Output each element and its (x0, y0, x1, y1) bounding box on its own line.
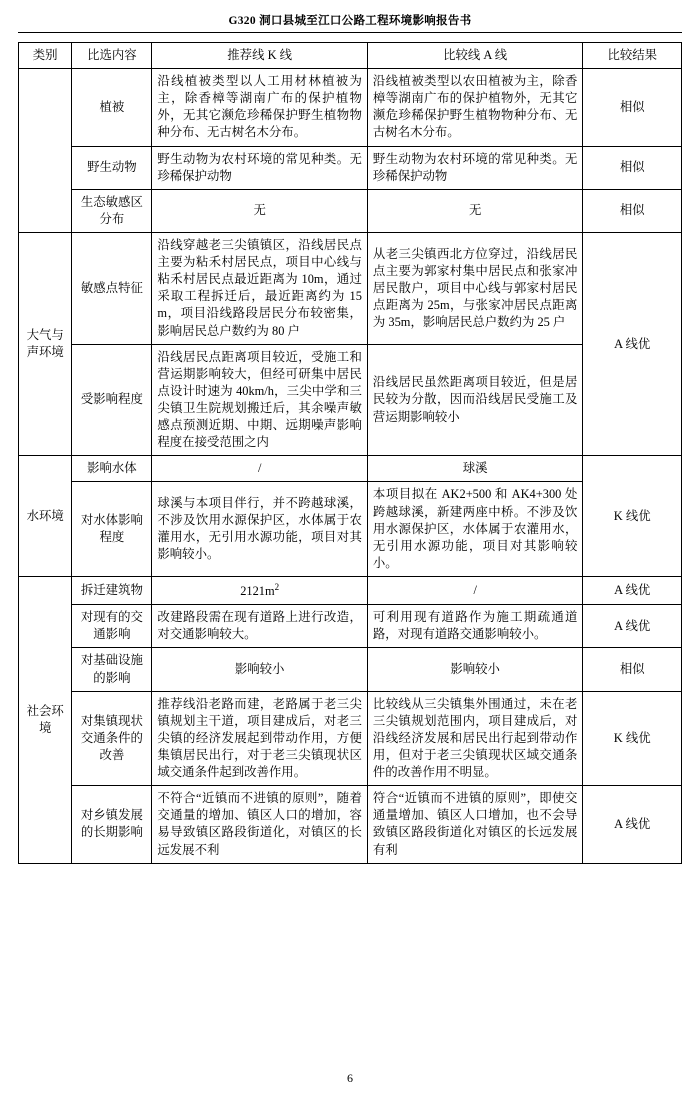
result-cell: K 线优 (583, 456, 682, 577)
table-row (19, 648, 682, 691)
item-cell: 野生动物 (72, 146, 152, 189)
a-line-cell: 沿线居民虽然距离项目较近，但是居民较为分散，因而沿线居民受施工及营运期影响较小 (367, 344, 583, 456)
item-cell: 对集镇现状交通条件的改善 (72, 691, 152, 786)
table-row (19, 482, 682, 577)
item-cell: 拆迁建筑物 (72, 576, 152, 604)
k-line-cell: 改建路段需在现有道路上进行改造，对交通影响较大。 (152, 605, 368, 648)
k-line-cell: 沿线植被类型以人工用材林植被为主，除香樟等湖南广布的保护植物外，无其它濒危珍稀保护野生植物物种分布、无古树名木分布。 (152, 69, 368, 146)
page-number: 6 (347, 1071, 353, 1085)
category-cell: 水环境 (19, 456, 72, 577)
table-row (19, 576, 682, 604)
k-line-cell: 无 (152, 189, 368, 232)
k-line-cell: / (152, 456, 368, 482)
table-row (19, 605, 682, 648)
result-cell: 相似 (583, 648, 682, 691)
result-cell: 相似 (583, 189, 682, 232)
item-cell: 对基础设施的影响 (72, 648, 152, 691)
result-cell: A 线优 (583, 605, 682, 648)
table-row (19, 344, 682, 456)
a-line-cell: 本项目拟在 AK2+500 和 AK4+300 处跨越球溪，新建两座中桥。不涉及饮用水源保护区，水体属于农灌用水，无引用水源功能，项目对其影响较小。 (367, 482, 583, 577)
a-line-cell: 野生动物为农村环境的常见种类。无珍稀保护动物 (367, 146, 583, 189)
result-cell: A 线优 (583, 576, 682, 604)
a-line-cell: 比较线从三尖镇集外围通过，未在老三尖镇规划范围内，项目建成后，对沿线经济发展和居民出行起到带动作用，但对于老三尖镇现状区域交通条件的改善作用不明显。 (367, 691, 583, 786)
k-line-cell: 野生动物为农村环境的常见种类。无珍稀保护动物 (152, 146, 368, 189)
k-line-cell: 球溪与本项目伴行，并不跨越球溪，不涉及饮用水源保护区，水体属于农灌用水，无引用水源功能，项目对其影响较小。 (152, 482, 368, 577)
k-line-cell: 影响较小 (152, 648, 368, 691)
table-header-row (19, 43, 682, 69)
item-cell: 对现有的交通影响 (72, 605, 152, 648)
column-header-result: 比较结果 (583, 43, 682, 69)
column-header-item: 比选内容 (72, 43, 152, 69)
category-cell (19, 69, 72, 233)
column-header-a-line: 比较线 A 线 (367, 43, 583, 69)
table-body (19, 69, 682, 864)
a-line-cell: / (367, 576, 583, 604)
a-line-cell: 从老三尖镇西北方位穿过，沿线居民点主要为郭家村集中居民点和张家冲居民散户，项目中心线与郭家村居民点距离为 25m，与张家冲居民点距离为 35m，影响居民总户数约为 25 户 (367, 232, 583, 344)
page-header: G320 洞口县城至江口公路工程环境影响报告书 (18, 12, 682, 33)
comparison-table (18, 42, 682, 864)
a-line-cell: 影响较小 (367, 648, 583, 691)
item-cell: 影响水体 (72, 456, 152, 482)
k-line-cell: 沿线居民点距离项目较近，受施工和营运期影响较大，但经可研集中居民点设计时速为 40km/h，三尖中学和三尖镇卫生院规划搬迁后，其余噪声敏感点预测近期、中期、远期噪声影响程度在接受范围之内 (152, 344, 368, 456)
table-row (19, 189, 682, 232)
a-line-cell: 球溪 (367, 456, 583, 482)
k-line-cell: $2121m^2$ (152, 576, 368, 604)
item-cell: 受影响程度 (72, 344, 152, 456)
item-cell: 对乡镇发展的长期影响 (72, 786, 152, 863)
column-header-k-line: 推荐线 K 线 (152, 43, 368, 69)
table-row (19, 69, 682, 146)
item-cell: 植被 (72, 69, 152, 146)
table-row (19, 146, 682, 189)
item-cell: 对水体影响程度 (72, 482, 152, 577)
result-cell: 相似 (583, 146, 682, 189)
a-line-cell: 可利用现有道路作为施工期疏通道路，对现有道路交通影响较小。 (367, 605, 583, 648)
k-line-cell: 推荐线沿老路而建，老路属于老三尖镇规划主干道，项目建成后，对老三尖镇的经济发展起到带动作用，方便集镇居民出行，对于老三尖镇现状区域交通条件起到改善作用。 (152, 691, 368, 786)
table-row (19, 232, 682, 344)
k-line-cell: 沿线穿越老三尖镇镇区，沿线居民点主要为粘禾村居民点，项目中心线与粘禾村居民点最近距离为 10m，通过采取工程拆迁后，最近距离约为 15m，项目沿线路段居民分布较密集，影响居民总户数约为 80 户 (152, 232, 368, 344)
result-cell: 相似 (583, 69, 682, 146)
result-cell: K 线优 (583, 691, 682, 786)
item-cell: 生态敏感区分布 (72, 189, 152, 232)
a-line-cell: 无 (367, 189, 583, 232)
result-cell: A 线优 (583, 232, 682, 455)
column-header-category: 类别 (19, 43, 72, 69)
a-line-cell: 沿线植被类型以农田植被为主，除香樟等湖南广布的保护植物外，无其它濒危珍稀保护野生植物物种分布、无古树名木分布。 (367, 69, 583, 146)
result-cell: A 线优 (583, 786, 682, 863)
a-line-cell: 符合“近镇而不进镇的原则”，即使交通量增加、镇区人口增加，也不会导致镇区路段街道化对镇区的长远发展有利 (367, 786, 583, 863)
table-row (19, 786, 682, 863)
k-line-cell: 不符合“近镇而不进镇的原则”，随着交通量的增加、镇区人口的增加，容易导致镇区路段街道化，对镇区的长远发展不利 (152, 786, 368, 863)
table-row (19, 691, 682, 786)
item-cell: 敏感点特征 (72, 232, 152, 344)
category-cell: 社会环境 (19, 576, 72, 863)
category-cell: 大气与声环境 (19, 232, 72, 455)
table-row (19, 456, 682, 482)
